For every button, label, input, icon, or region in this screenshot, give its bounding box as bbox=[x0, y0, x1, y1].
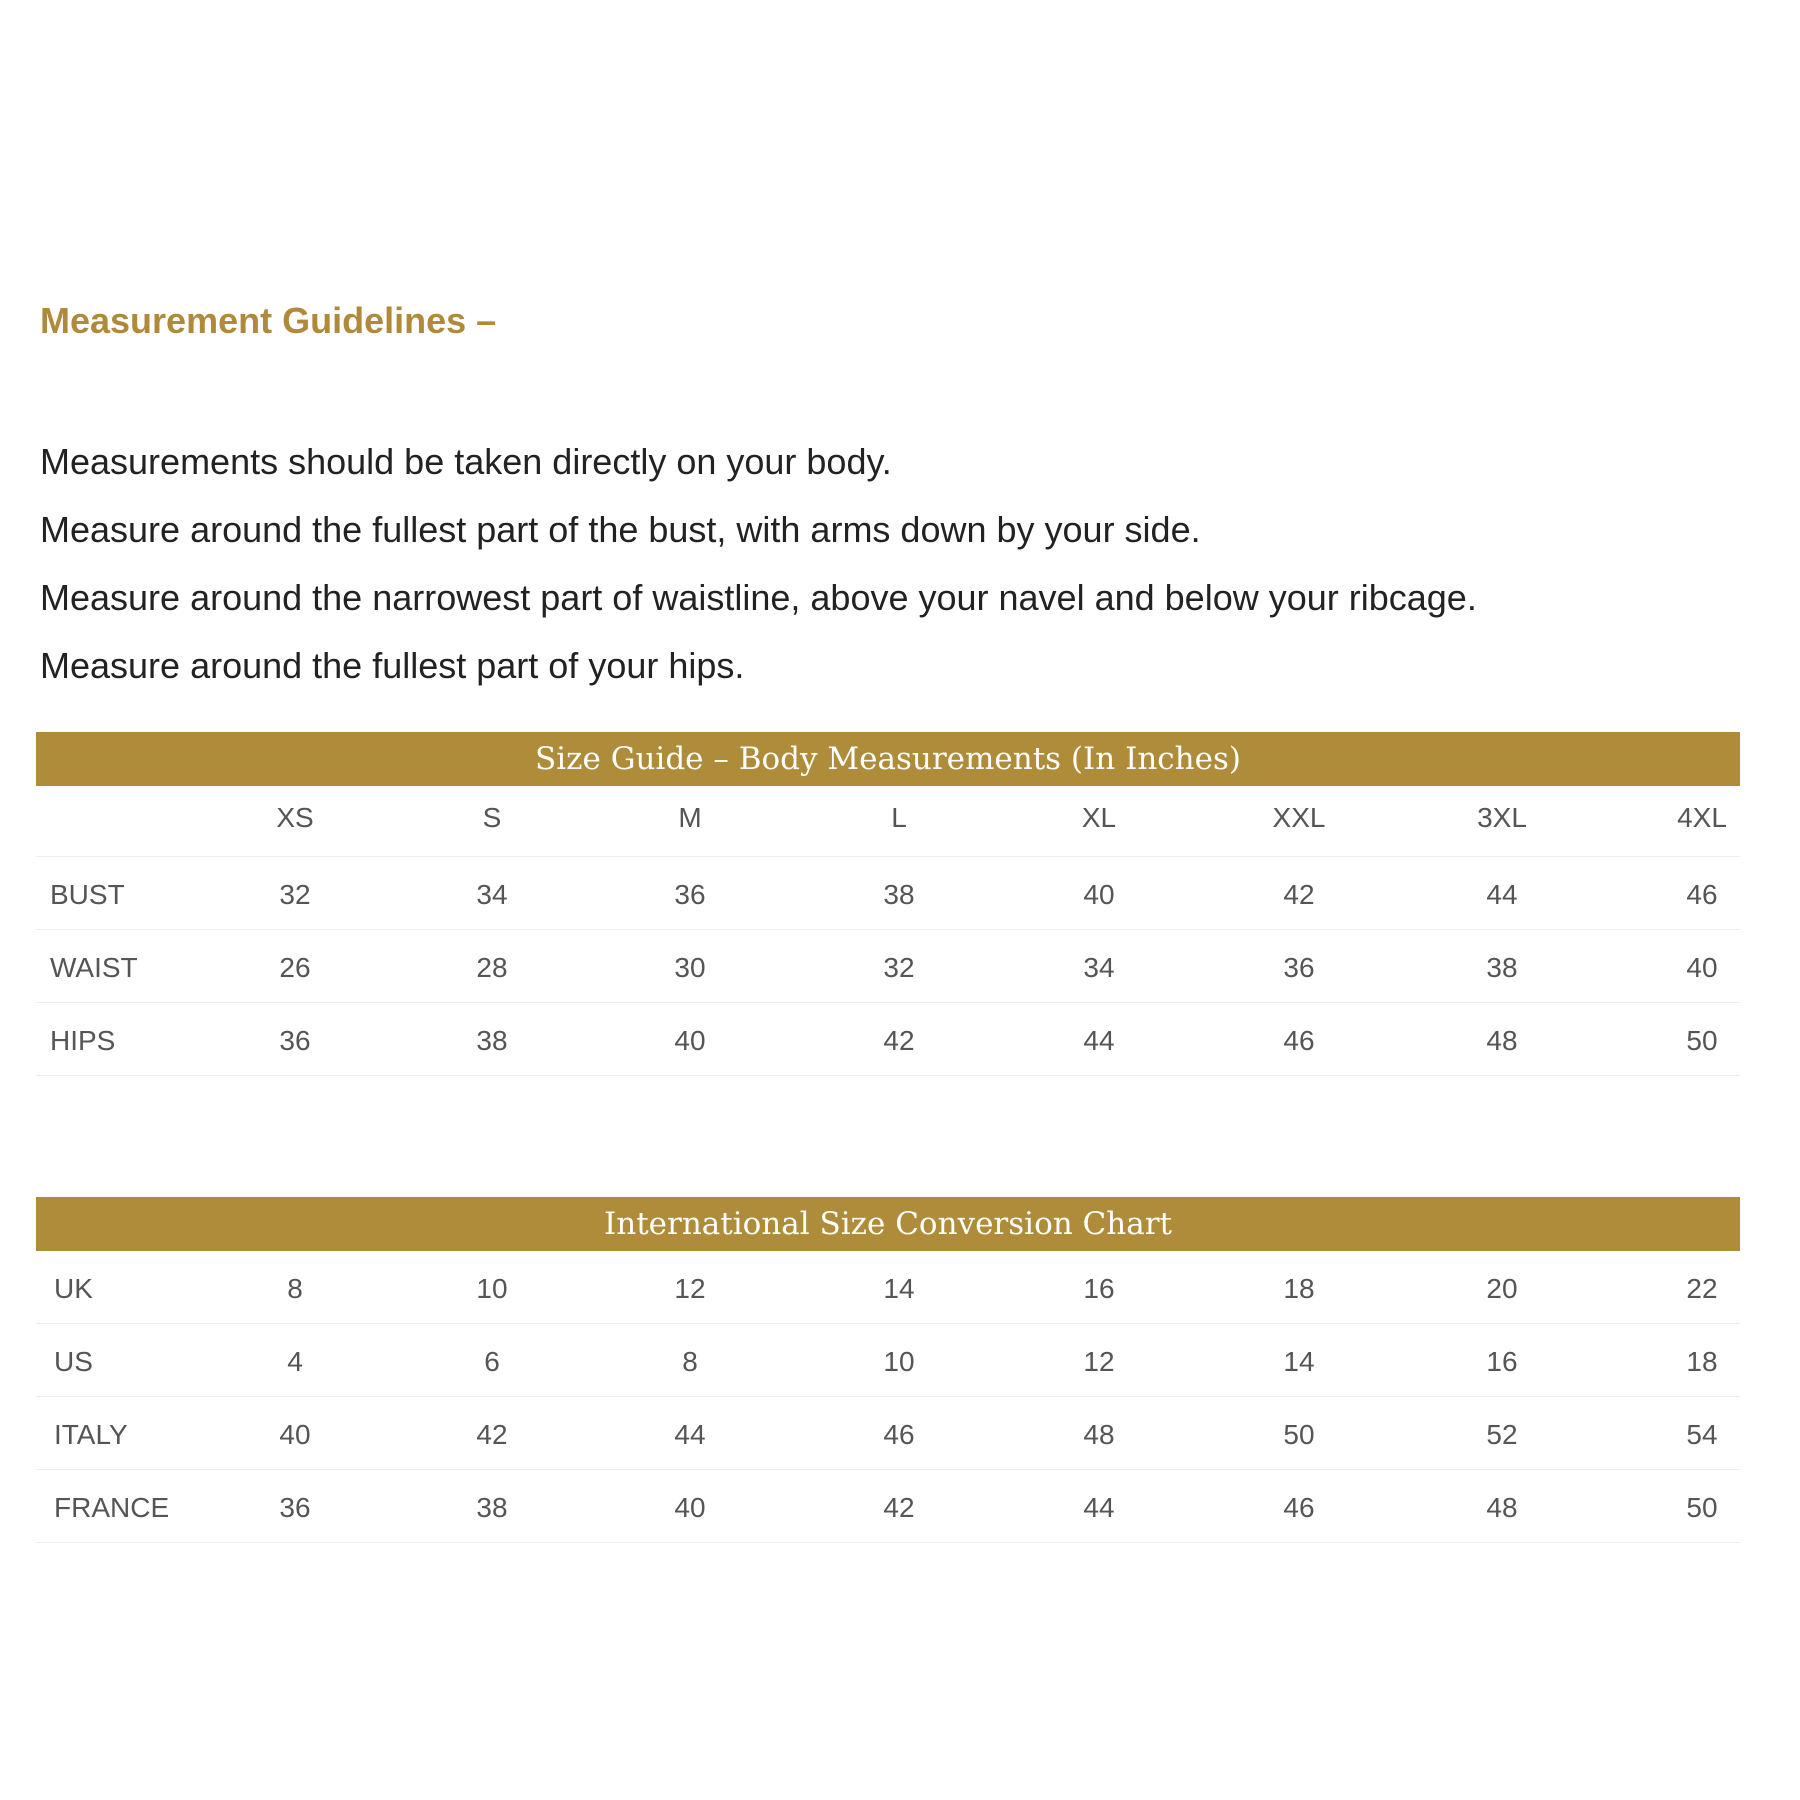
table-cell: 32 bbox=[279, 879, 311, 910]
guideline-item: Measure around the fullest part of your hips. bbox=[40, 645, 745, 686]
table-cell: 44 bbox=[674, 1419, 706, 1450]
table-cell: 10 bbox=[476, 1273, 508, 1304]
table-cell: 18 bbox=[1283, 1273, 1315, 1304]
table-cell: 28 bbox=[476, 952, 508, 983]
table-row bbox=[36, 1397, 1740, 1470]
table-cell: 50 bbox=[1283, 1419, 1315, 1450]
table-cell: 40 bbox=[1083, 879, 1115, 910]
table-cell: 4 bbox=[287, 1346, 303, 1377]
table-cell: 22 bbox=[1686, 1273, 1718, 1304]
size-header: M bbox=[678, 802, 702, 833]
table-row bbox=[36, 1251, 1740, 1324]
row-label: ITALY bbox=[54, 1419, 128, 1450]
table-row bbox=[36, 1324, 1740, 1397]
section-heading: Measurement Guidelines – bbox=[40, 300, 497, 341]
table-cell: 54 bbox=[1686, 1419, 1718, 1450]
conversion-title: International Size Conversion Chart bbox=[36, 1197, 1740, 1251]
table-cell: 12 bbox=[1083, 1346, 1115, 1377]
row-label: WAIST bbox=[50, 952, 138, 983]
row-label: BUST bbox=[50, 879, 125, 910]
table-cell: 42 bbox=[883, 1025, 915, 1056]
table-row bbox=[36, 1003, 1740, 1076]
table-cell: 40 bbox=[279, 1419, 311, 1450]
size-header: 3XL bbox=[1477, 802, 1527, 833]
table-cell: 44 bbox=[1083, 1492, 1115, 1523]
size-header: XXL bbox=[1272, 802, 1326, 833]
table-cell: 14 bbox=[1283, 1346, 1315, 1377]
table-cell: 6 bbox=[484, 1346, 500, 1377]
table-cell: 46 bbox=[1283, 1492, 1315, 1523]
table-cell: 38 bbox=[1486, 952, 1518, 983]
size-header: XL bbox=[1081, 802, 1117, 833]
size-header: S bbox=[482, 802, 502, 833]
table-row bbox=[36, 857, 1740, 930]
table-cell: 48 bbox=[1486, 1025, 1518, 1056]
table-cell: 36 bbox=[674, 879, 706, 910]
table-cell: 46 bbox=[883, 1419, 915, 1450]
table-cell: 12 bbox=[674, 1273, 706, 1304]
table-cell: 40 bbox=[674, 1025, 706, 1056]
table-cell: 50 bbox=[1686, 1492, 1718, 1523]
table-cell: 36 bbox=[279, 1025, 311, 1056]
table-cell: 18 bbox=[1686, 1346, 1718, 1377]
size-guide-table bbox=[36, 732, 1740, 1076]
table-cell: 34 bbox=[476, 879, 508, 910]
size-header-row bbox=[36, 786, 1740, 857]
table-cell: 44 bbox=[1486, 879, 1518, 910]
guideline-item: Measure around the narrowest part of waistline, above your navel and below your ribcage. bbox=[40, 577, 1477, 618]
table-cell: 42 bbox=[476, 1419, 508, 1450]
table-cell: 8 bbox=[682, 1346, 698, 1377]
row-label: HIPS bbox=[50, 1025, 116, 1056]
table-cell: 38 bbox=[476, 1025, 508, 1056]
table-cell: 38 bbox=[883, 879, 915, 910]
table-cell: 40 bbox=[1686, 952, 1718, 983]
table-cell: 36 bbox=[279, 1492, 311, 1523]
table-cell: 48 bbox=[1486, 1492, 1518, 1523]
guidelines-list bbox=[40, 432, 1477, 704]
table-row bbox=[36, 930, 1740, 1003]
table-cell: 46 bbox=[1686, 879, 1718, 910]
table-cell: 44 bbox=[1083, 1025, 1115, 1056]
table-cell: 32 bbox=[883, 952, 915, 983]
table-cell: 38 bbox=[476, 1492, 508, 1523]
guideline-item: Measure around the fullest part of the bust, with arms down by your side. bbox=[40, 509, 1201, 550]
row-label: UK bbox=[54, 1273, 93, 1304]
table-cell: 16 bbox=[1486, 1346, 1518, 1377]
table-cell: 50 bbox=[1686, 1025, 1718, 1056]
table-cell: 14 bbox=[883, 1273, 915, 1304]
table-row bbox=[36, 1470, 1740, 1543]
table-cell: 36 bbox=[1283, 952, 1315, 983]
table-cell: 52 bbox=[1486, 1419, 1518, 1450]
table-cell: 46 bbox=[1283, 1025, 1315, 1056]
size-header: XS bbox=[276, 802, 314, 833]
table-cell: 42 bbox=[883, 1492, 915, 1523]
size-guide-title: Size Guide – Body Measurements (In Inches) bbox=[36, 732, 1740, 786]
table-cell: 48 bbox=[1083, 1419, 1115, 1450]
table-cell: 10 bbox=[883, 1346, 915, 1377]
table-cell: 8 bbox=[287, 1273, 303, 1304]
table-cell: 34 bbox=[1083, 952, 1115, 983]
table-cell: 26 bbox=[279, 952, 311, 983]
conversion-table bbox=[36, 1197, 1740, 1543]
row-label: FRANCE bbox=[54, 1492, 170, 1523]
table-cell: 42 bbox=[1283, 879, 1315, 910]
table-cell: 20 bbox=[1486, 1273, 1518, 1304]
table-cell: 30 bbox=[674, 952, 706, 983]
size-header: 4XL bbox=[1677, 802, 1727, 833]
table-cell: 16 bbox=[1083, 1273, 1115, 1304]
guideline-item: Measurements should be taken directly on your body. bbox=[40, 441, 892, 482]
size-header: L bbox=[891, 802, 907, 833]
row-label: US bbox=[54, 1346, 93, 1377]
table-cell: 40 bbox=[674, 1492, 706, 1523]
